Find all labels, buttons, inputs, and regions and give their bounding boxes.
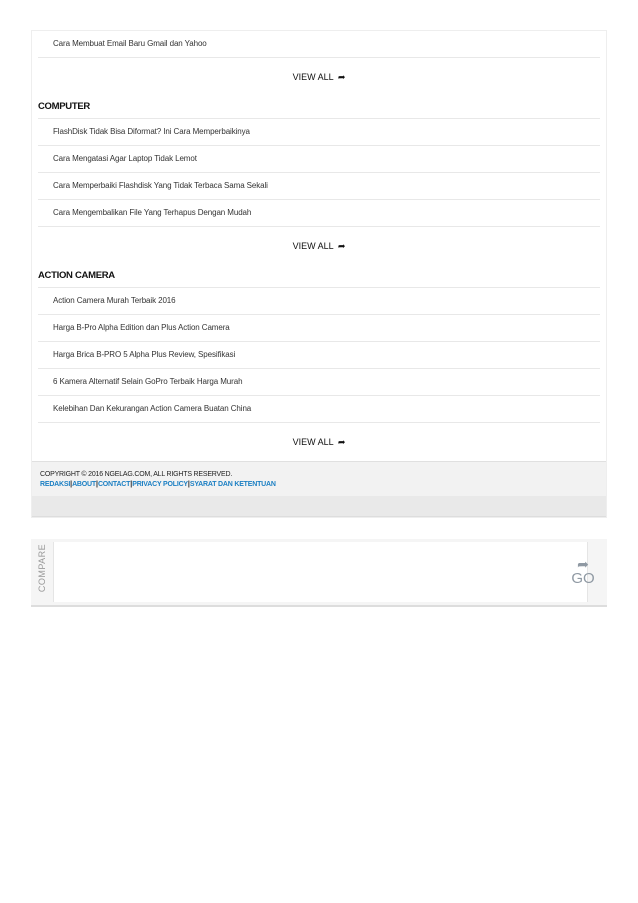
footer-link-privacy-policy[interactable]: PRIVACY POLICY — [132, 481, 188, 488]
section-action-camera — [32, 265, 606, 461]
footer-link-contact[interactable]: CONTACT — [97, 481, 131, 488]
list-item[interactable]: Cara Membuat Email Baru Gmail dan Yahoo — [38, 31, 600, 58]
view-all-label: VIEW ALL — [292, 437, 334, 447]
separator: | — [130, 481, 133, 488]
footer-link-about[interactable]: ABOUT — [72, 481, 96, 488]
section-card — [31, 30, 607, 518]
list-item[interactable]: Harga Brica B-PRO 5 Alpha Plus Review, Spesifikasi — [38, 342, 600, 369]
footer-links — [40, 480, 606, 490]
section-computer — [32, 96, 606, 265]
list-item[interactable]: 6 Kamera Alternatif Selain GoPro Terbaik Harga Murah — [38, 369, 600, 396]
content-panel — [31, 30, 607, 518]
share-arrow-icon: ➦ — [577, 556, 589, 572]
copyright-text: COPYRIGHT © 2016 NGELAG.COM, ALL RIGHTS RESERVED. — [40, 471, 233, 478]
compare-drop-area[interactable] — [53, 542, 588, 602]
share-arrow-icon: ➦ — [337, 72, 346, 82]
list-item[interactable]: Cara Memperbaiki Flashdisk Yang Tidak Terbaca Sama Sekali — [38, 173, 600, 200]
footer-bar — [32, 496, 606, 517]
footer-link-syarat-dan-ketentuan[interactable]: SYARAT DAN KETENTUAN — [189, 481, 276, 488]
compare-label: COMPARE — [37, 543, 47, 593]
view-all-label: VIEW ALL — [292, 72, 334, 82]
section-misc — [32, 31, 606, 96]
view-all-label: VIEW ALL — [292, 241, 334, 251]
view-all-link[interactable] — [32, 58, 606, 96]
view-all-link[interactable] — [32, 423, 606, 461]
compare-bar — [31, 539, 607, 607]
footer — [32, 461, 606, 496]
list-item[interactable]: Cara Mengatasi Agar Laptop Tidak Lemot — [38, 146, 600, 173]
share-arrow-icon: ➦ — [337, 437, 346, 447]
separator: | — [95, 481, 98, 488]
list-item[interactable]: Action Camera Murah Terbaik 2016 — [38, 287, 600, 315]
section-title: ACTION CAMERA — [38, 270, 115, 281]
separator: | — [187, 481, 190, 488]
section-title: COMPUTER — [38, 101, 90, 112]
compare-label-wrap — [31, 539, 53, 605]
separator: | — [70, 481, 73, 488]
view-all-link[interactable] — [32, 227, 606, 265]
list-item[interactable]: FlashDisk Tidak Bisa Diformat? Ini Cara Memperbaikinya — [38, 118, 600, 146]
footer-link-redaksi[interactable]: REDAKSI — [40, 481, 71, 488]
list-item[interactable]: Kelebihan Dan Kekurangan Action Camera Buatan China — [38, 396, 600, 423]
share-arrow-icon: ➦ — [337, 241, 346, 251]
go-label: GO — [571, 570, 595, 587]
go-button[interactable] — [559, 539, 607, 605]
list-item[interactable]: Harga B-Pro Alpha Edition dan Plus Action Camera — [38, 315, 600, 342]
list-item[interactable]: Cara Mengembalikan File Yang Terhapus Dengan Mudah — [38, 200, 600, 227]
